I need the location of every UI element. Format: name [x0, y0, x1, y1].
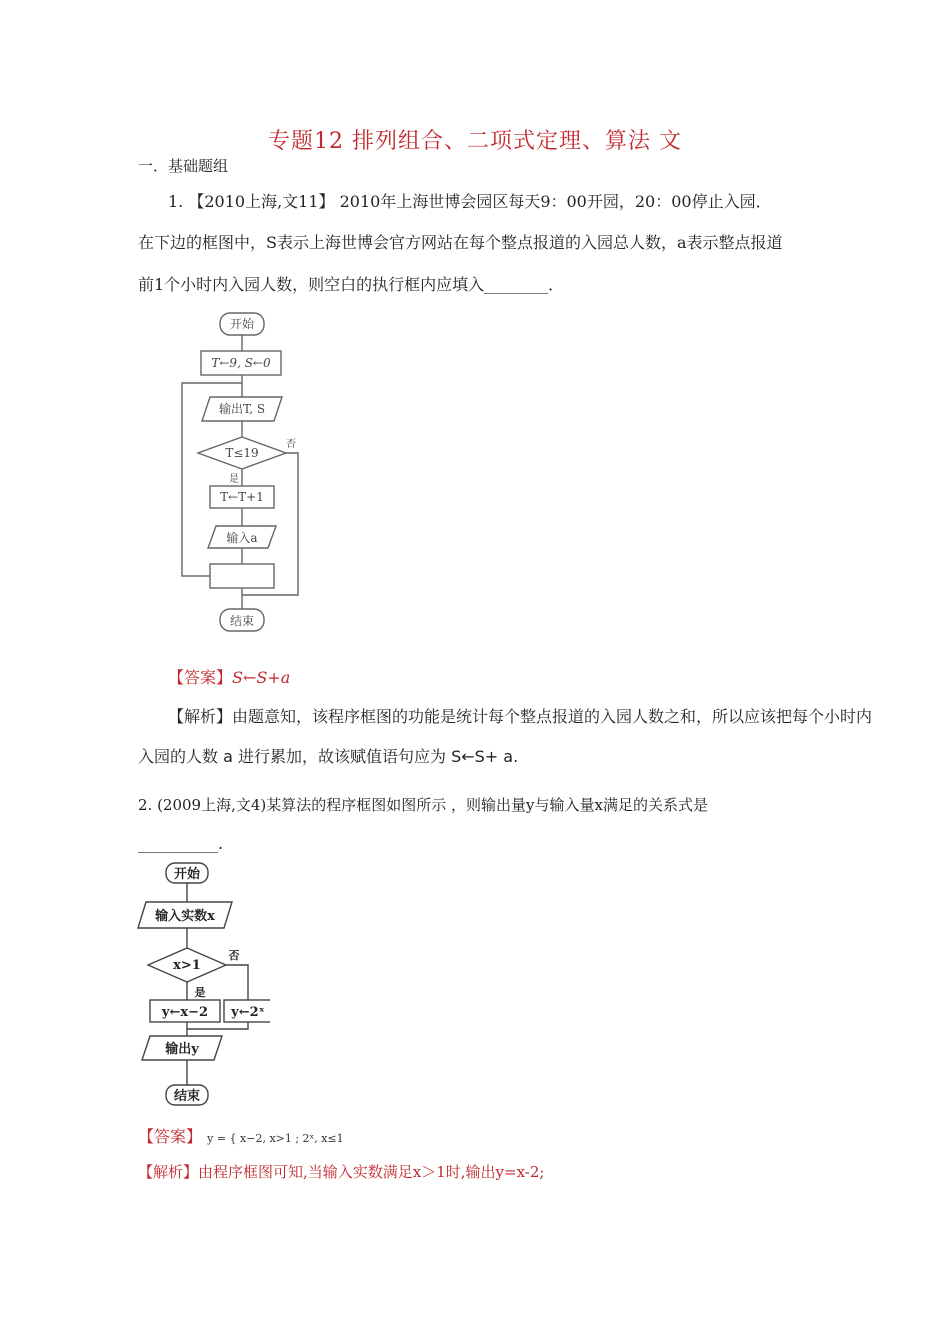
q1-line2: 在下边的框图中，S表示上海世博会官方网站在每个整点报道的入园总人数，a表示整点报道 — [138, 233, 783, 252]
section-heading: 一．基础题组 — [138, 157, 229, 175]
q1-line1: 1. 【2010上海,文11】 2010年上海世博会园区每天9：00开园，20：00停止入园． — [168, 192, 772, 211]
q1-flow-no: 否 — [286, 439, 296, 450]
q2-line2: __________. — [138, 834, 224, 853]
q1-flow-yes: 是 — [229, 474, 239, 485]
q1-flow-input: 输入a — [226, 531, 258, 545]
q2-analysis-label: 【解析】 — [138, 1163, 199, 1181]
q2-answer — [138, 1124, 344, 1147]
q2-flowchart — [130, 855, 270, 1111]
q2-flow-cond: x>1 — [173, 958, 201, 973]
q2-line1: 2. (2009上海,文4)某算法的程序框图如图所示 ，则输出量y与输入量x满足的关系式是 — [138, 796, 708, 814]
q1-flow-end: 结束 — [229, 614, 255, 628]
q1-analysis-line1 — [168, 704, 872, 727]
q1-line3: 前1个小时内入园人数，则空白的执行框内应填入________． — [138, 275, 565, 294]
q1-flow-cond: T≤19 — [225, 446, 259, 460]
q1-empty-box — [210, 564, 274, 588]
q2-flow-no: 否 — [228, 949, 240, 962]
page-title: 专题12 排列组合、二项式定理、算法 文 — [268, 129, 682, 154]
q1-answer-label: 【答案】 — [168, 668, 233, 687]
q1-flowchart — [170, 305, 310, 635]
q2-flow-input: 输入实数x — [155, 909, 215, 924]
q2-analysis — [138, 1161, 544, 1182]
q1-analysis-line2: 入园的人数 a 进行累加，故该赋值语句应为 S←S+ a. — [138, 747, 519, 766]
q2-flow-end: 结束 — [173, 1089, 201, 1104]
q2-analysis-text: 由程序框图可知,当输入实数满足x＞1时,输出y=x-2; — [198, 1163, 545, 1181]
q1-analysis-text1: 由题意知，该程序框图的功能是统计每个整点报道的入园人数之和，所以应该把每个小时内 — [232, 707, 873, 726]
q1-answer — [168, 665, 290, 688]
q2-flow-right: y←2ˣ — [231, 1005, 265, 1020]
q2-flow-left: y←x−2 — [161, 1005, 209, 1020]
q2-flow-start: 开始 — [173, 867, 201, 882]
q2-flow-output: 输出y — [165, 1042, 199, 1057]
q1-flow-step: T←T+1 — [220, 490, 264, 504]
q1-analysis-label: 【解析】 — [168, 707, 233, 726]
q2-answer-label: 【答案】 — [138, 1127, 203, 1146]
q1-answer-value: S←S+a — [232, 668, 291, 687]
q1-flow-start: 开始 — [229, 317, 255, 331]
q2-answer-value: y = { x−2, x>1 ; 2ˣ, x≤1 — [207, 1132, 344, 1145]
q1-flow-output: 输出T, S — [218, 402, 266, 416]
q2-flow-yes: 是 — [194, 986, 206, 999]
q1-flow-init: T←9, S←0 — [211, 356, 271, 370]
